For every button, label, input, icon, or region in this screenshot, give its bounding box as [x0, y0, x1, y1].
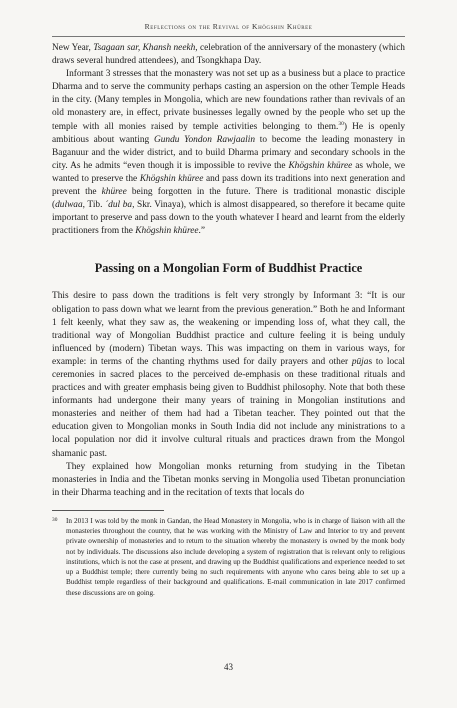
text-run: .” [198, 226, 206, 237]
text-run: , celebration of the anniversary of the monastery (which draws several hundred attendees), and Tsongkhapa Day. [52, 43, 405, 67]
text-run: and pass down its traditions into next generation and prevent the [52, 173, 406, 198]
italic-run: Tsagaan sar, Khansh neekh [93, 43, 196, 53]
text-run: s to local ceremonies in sacred places to the perceived de-emphasis on these traditional rituals and practices and with greater emphasis being given to Buddhist philosophy. Note that both these informants had undergone their many years of training in Mongolian institutions and monasteries and neither of them had had a Tibetan teacher. They pointed out that the education given to Mongolian monks in South India did not include any ministrations to a local population nor did it involve cultural rituals and practices drawn from the Mongol shamanic past. [52, 356, 406, 459]
text-run: as whole, we wanted to preserve the [52, 160, 406, 184]
text-run: They explained how Mongolian monks returning from studying in the Tibetan monasteries in India and the Tibetan monks serving in Mongolia used Tibetan pronunciation in their Dharma teaching and in the recitation of texts that locals do [52, 461, 405, 498]
italic-run: Khögshin khüree [135, 226, 199, 237]
page-body [52, 42, 405, 598]
footnote-ref: 30 [338, 120, 344, 127]
text-run: being forgotten in the future. There is traditional monastic disciple ( [52, 187, 406, 211]
footnote-number: 30 [52, 516, 58, 523]
paragraph-2 [52, 68, 405, 238]
text-run: to become the leading monastery in Baganuur and the wider district, and to build Dharma primary and secondary schools in the city. As he admits “even though it is impossible to revive the [52, 134, 405, 171]
footnote-30 [52, 516, 405, 598]
paragraph-4 [52, 461, 405, 500]
paragraph-1 [52, 42, 405, 68]
italic-run: pūja [351, 356, 369, 367]
section-heading: Passing on a Mongolian Form of Buddhist Practice [94, 261, 363, 276]
italic-run: Khögshin khüree [139, 173, 204, 184]
text-run: , Tib. [82, 200, 106, 211]
page-number: 43 [224, 662, 233, 672]
footnote-text: In 2013 I was told by the monk in Gandan, the Head Monastery in Mongolia, who is in charge of liaison with all the monasteries throughout the country, that he was working with the Ministry of Law and Interior to try and prevent private ownership of monasteries and to return to the situation whereby the monastery is owned by the monk body not by individuals. The discussions also include developing a system of registration that is relevant only to religious institutions, which is not the case at present, and drawing up the Buddhist qualifications and experience needed to set up a Buddhist temple; there currently being no such requirements with anyone who cares being able to set up a Buddhist temple regardless of their background and qualifications. E-mail communication in late 2017 confirmed these discussions are on going. [66, 516, 405, 597]
paragraph-3 [52, 290, 405, 460]
footnote-separator [52, 510, 164, 511]
italic-run: dulwaa [55, 200, 83, 211]
italic-run: khüree [101, 187, 127, 198]
header-rule [52, 36, 405, 37]
italic-run: Gundu Yondon Rawjaalin [153, 134, 256, 145]
italic-run: Khögshin khüree [288, 160, 353, 171]
italic-run: ´dul ba [105, 200, 133, 211]
running-head: Reflections on the Revival of Khögshin Khüree [144, 22, 313, 31]
text-run: This desire to pass down the traditions is felt very strongly by Informant 3: “It is our obligation to pass down what we learnt from the previous generation.” Both he and Informant 1 felt keenly, what they saw as, the weakening or impending loss of, what they call, the traditional way of Mongolian Buddhist practice and culture feeling it is being unduly influenced by (modern) Tibetan ways. This was impacting on them in various ways, for example: in terms of the chanting rhythms used for daily prayers and other [52, 291, 405, 367]
text-run: , Skr. Vinaya), which is almost disappeared, so therefore it became quite important to preserve and pass down to the youth whatever I heard and learnt from the elderly practitioners from the [52, 200, 406, 237]
text-run: New Year, [52, 43, 94, 53]
text-run: ) He is openly ambitious about wanting [52, 121, 405, 145]
text-run: Informant 3 stresses that the monastery was not set up as a business but a place to practice Dharma and to serve the community perhaps casting an aspersion on the other Temple Heads in the city. (Many temples in Mongolia, which are new foundations rather than revivals of an old monastery are, in effect, private businesses legally owned by the people who set up the temple with all monies raised by temple activities belonging to them. [52, 69, 405, 132]
